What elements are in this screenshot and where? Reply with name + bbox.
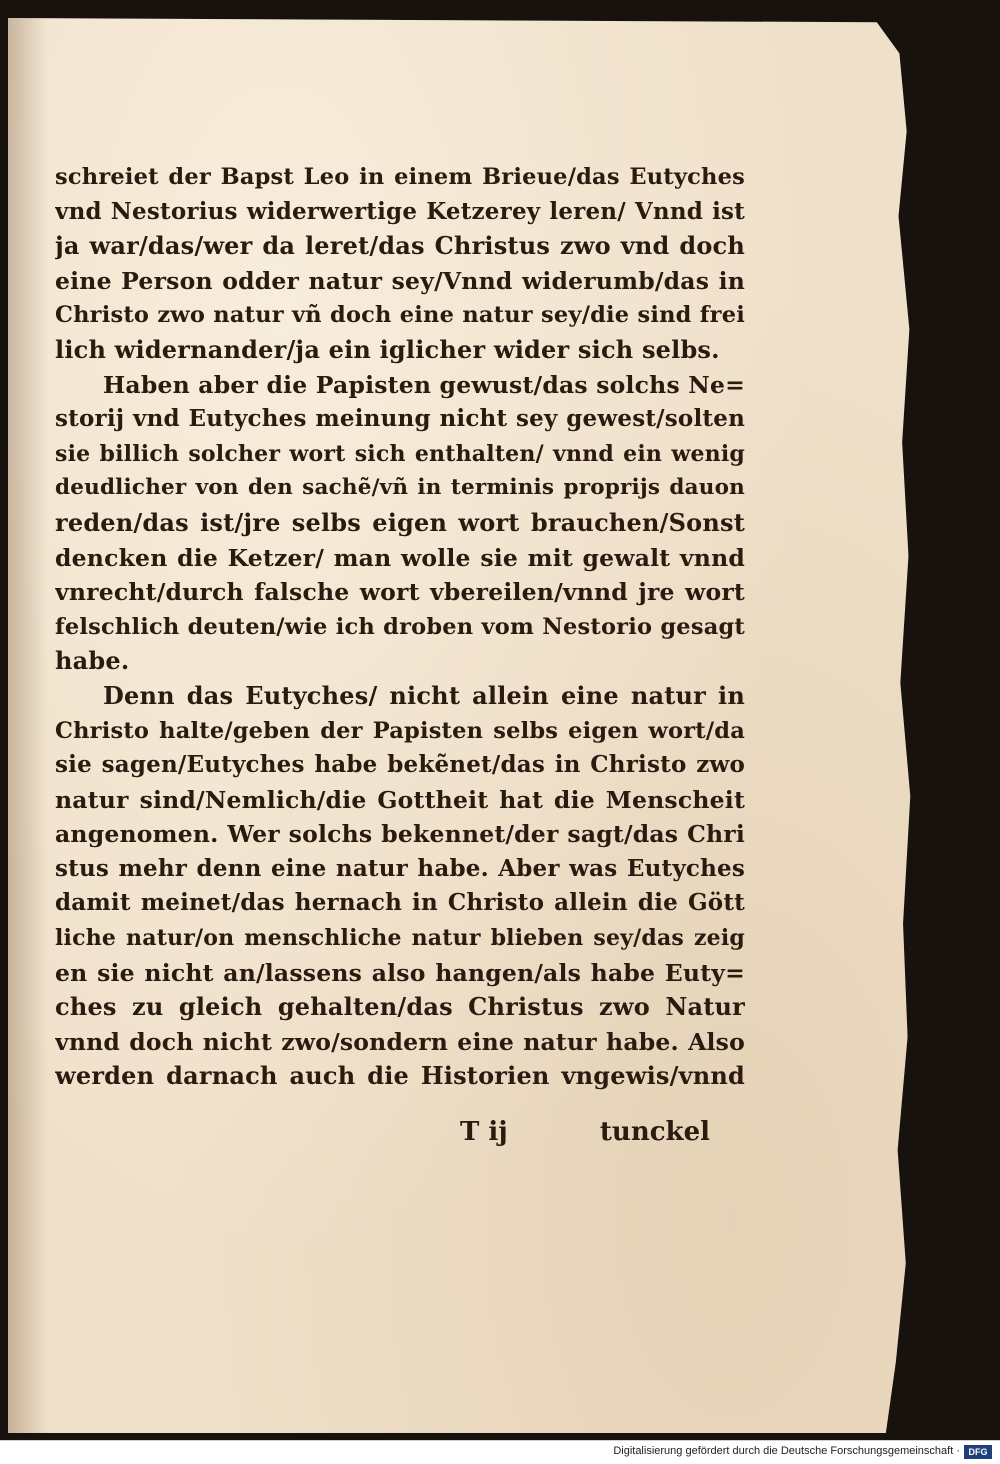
text-line: Denn das Eutyches/ nicht allein eine natur in	[103, 680, 745, 710]
dfg-logo: DFG	[964, 1445, 992, 1459]
text-line: ches zu gleich gehalten/das Christus zwo Natur	[55, 992, 745, 1022]
funding-credit: Digitalisierung gefördert durch die Deutsche Forschungsgemeinschaft ·	[613, 1445, 960, 1457]
text-line: stus mehr denn eine natur habe. Aber was Eutyches	[55, 854, 745, 882]
text-line: habe.	[55, 646, 130, 676]
text-line: lich widernander/ja ein iglicher wider sich selbs.	[55, 334, 720, 364]
text-line: damit meinet/das hernach in Christo allein die Gött	[55, 889, 745, 917]
text-line: angenomen. Wer solchs bekennet/der sagt/das Chri	[55, 820, 745, 849]
text-line: storij vnd Eutyches meinung nicht sey gewest/solten	[55, 405, 745, 433]
text-line: en sie nicht an/lassens also hangen/als habe Euty=	[55, 958, 745, 987]
text-line: dencken die Ketzer/ man wolle sie mit gewalt vnnd	[55, 543, 745, 572]
text-line: schreiet der Bapst Leo in einem Brieue/das Eutyches	[55, 164, 745, 190]
text-line: werden darnach auch die Historien vngewis/vnnd	[55, 1061, 745, 1091]
text-line: deudlicher von den sachẽ/vñ in terminis proprijs dauon	[55, 475, 745, 501]
page-text	[55, 160, 745, 1094]
text-line: liche natur/on menschliche natur blieben sey/das zeig	[55, 925, 745, 952]
text-line: natur sind/Nemlich/die Gottheit hat die Menscheit	[55, 785, 745, 814]
text-line: vnnd doch nicht zwo/sondern eine natur habe. Also	[55, 1027, 745, 1056]
text-line: sie billich solcher wort sich enthalten/ vnnd ein wenig	[55, 440, 745, 467]
text-line: ja war/das/wer da leret/das Christus zwo vnd doch	[55, 231, 745, 261]
text-line: Christo zwo natur vñ doch eine natur sey/die sind frei	[55, 302, 745, 329]
page-gutter-shadow	[8, 18, 48, 1433]
signature-mark: T ij	[460, 1117, 508, 1147]
page-foot	[460, 1117, 710, 1157]
footer-bar	[0, 1440, 1000, 1464]
text-line: vnd Nestorius widerwertige Ketzerey leren/ Vnnd ist	[55, 197, 745, 225]
text-line: reden/das ist/jre selbs eigen wort brauchen/Sonst	[55, 507, 745, 537]
text-line: vnrecht/durch falsche wort vbereilen/vnnd jre wort	[55, 578, 745, 607]
text-line: eine Person odder natur sey/Vnnd widerumb/das in	[55, 266, 745, 295]
text-line: sie sagen/Eutyches habe bekẽnet/das in Christo zwo	[55, 751, 745, 779]
text-line: Haben aber die Papisten gewust/das solchs Ne=	[103, 370, 745, 399]
text-line: felschlich deuten/wie ich droben vom Nestorio gesagt	[55, 613, 745, 640]
catchword: tunckel	[599, 1117, 710, 1147]
text-line: Christo halte/geben der Papisten selbs eigen wort/da	[55, 717, 745, 744]
